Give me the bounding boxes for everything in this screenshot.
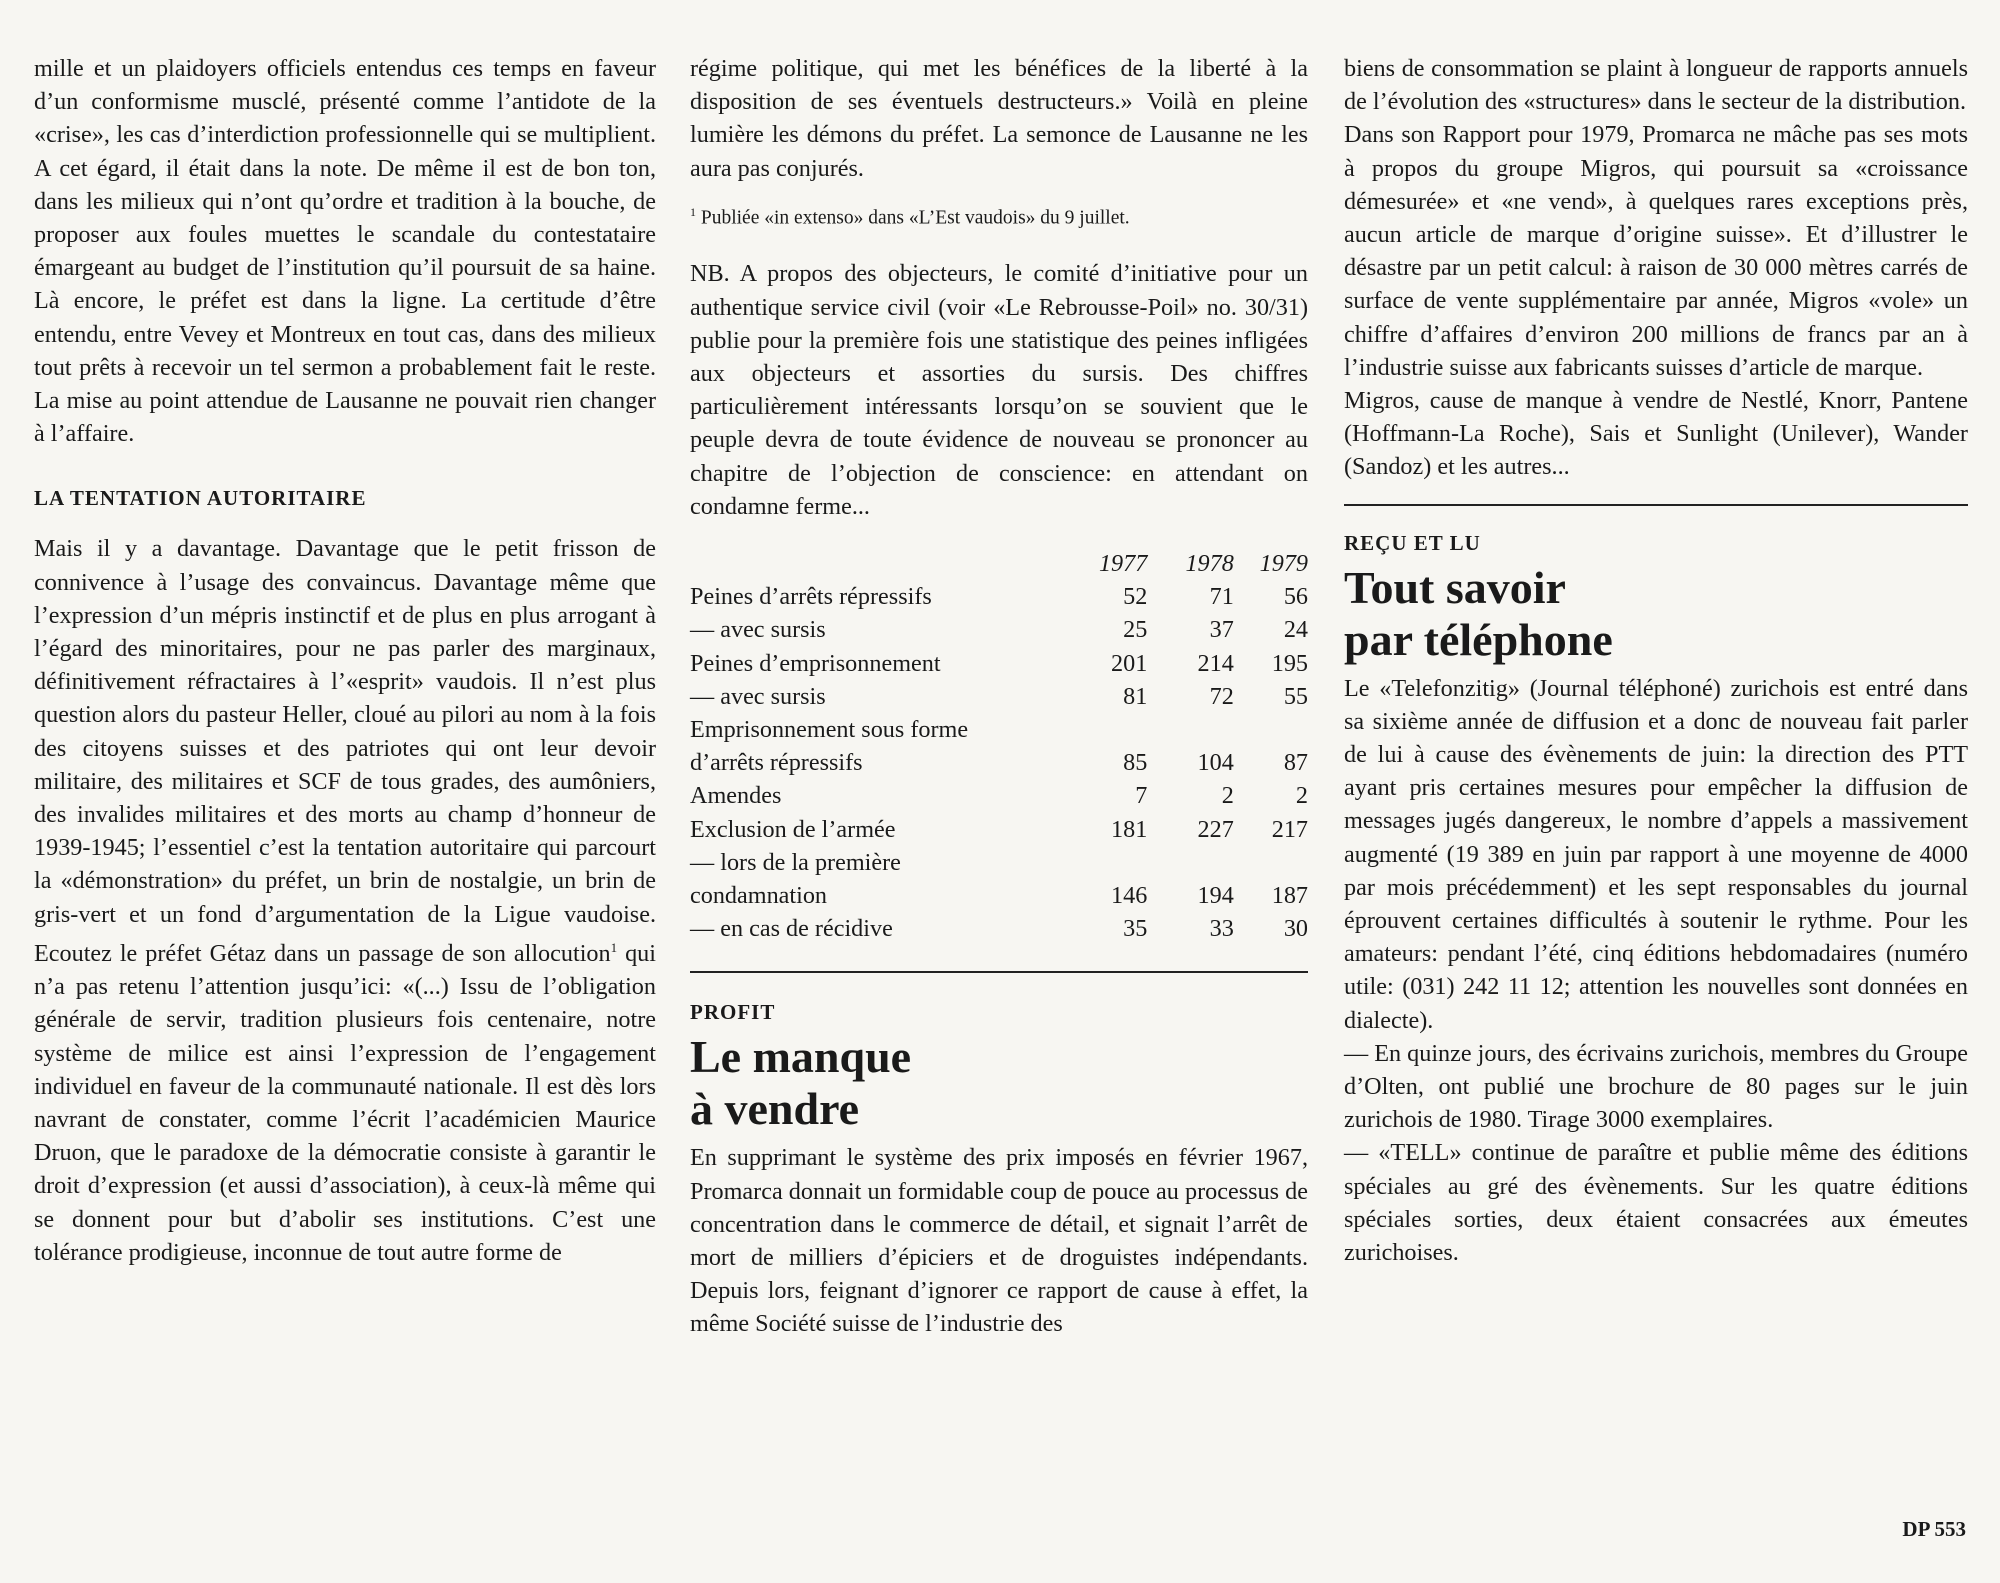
table-row	[690, 846, 1308, 879]
cell: 181	[1111, 815, 1148, 843]
cell: 52	[1123, 583, 1148, 611]
cell	[1234, 846, 1308, 879]
cell	[1147, 713, 1234, 746]
cell: 227	[1197, 815, 1234, 843]
cell: 30	[1283, 915, 1308, 943]
cell: 187	[1271, 881, 1308, 909]
table-row	[690, 912, 1308, 945]
divider	[1344, 504, 1968, 506]
row-label: d’arrêts répressifs	[690, 749, 863, 777]
nb-paragraph: NB. A propos des objecteurs, le comité d’initiative pour un authentique service civil (voir «Le Rebrousse-Poil» no. 30/31) publie pour la première fois une statistique des peines infligées aux objecteurs et assorties du sursis. Des chiffres particulièrement intéressants lorsqu’on se souvient que le peuple devra de toute évidence de nouveau se prononcer au chapitre de l’objection de conscience: en attendant on condamne ferme...	[690, 260, 1308, 520]
cell: 71	[1209, 583, 1234, 611]
row-label: — avec sursis	[690, 616, 826, 644]
section-subhead: LA TENTATION AUTORITAIRE	[34, 486, 367, 511]
paragraph: mille et un plaidoyers officiels entendus ces temps en faveur d’un conformisme musclé, présenté comme l’antidote de la «crise», les cas d’interdiction professionnelle qui se multiplient. A cet égard, il était dans la note. De même il est de bon ton, dans les milieux qui n’ont qu’ordre et tradition à la bouche, de proposer aux foules muettes le scandale du contestataire émargeant au budget de l’institution qu’il poursuit de sa haine. Là encore, le préfet est dans la ligne. La certitude d’être entendu, entre Vevey et Montreux en tout cas, dans des milieux tout prêts à recevoir un tel sermon a probablement fait le reste. La mise au point attendue de Lausanne ne pouvait rien changer à l’affaire.	[34, 55, 656, 448]
cell: 217	[1271, 815, 1308, 843]
cell	[1147, 846, 1234, 879]
paragraph: Migros, cause de manque à vendre de Nestlé, Knorr, Pantene (Hoffmann-La Roche), Sais et Sunlight (Unilever), Wander (Sandoz) et les autres...	[1344, 387, 1968, 481]
paragraph: — «TELL» continue de paraître et publie même des éditions spéciales au gré des évènements. Sur les quatre éditions spéciales sorties, deux étaient consacrées aux émeutes zurichoises.	[1344, 1139, 1968, 1267]
cell: 146	[1111, 881, 1148, 909]
paragraph: Le «Telefonzitig» (Journal téléphoné) zurichois est entré dans sa sixième année de diffusion et a donc de nouveau fait parler de lui à cause des évènements de juin: la direction des PTT ayant pris certaines mesures pour empêcher la diffusion de messages jugés dangereux, le nombre d’appels a massivement augmenté (19 389 en juin par rapport à une moyenne de 4000 par mois précédemment) et les sept responsables du journal éprouvent certaines difficultés à soutenir le rythme. Pour les amateurs: pendant l’été, cinq éditions hebdomadaires (numéro utile: (031) 242 11 12; attention les nouvelles sont données en dialecte).	[1344, 674, 1968, 1034]
divider	[690, 971, 1308, 973]
section-kicker: PROFIT	[690, 1000, 776, 1025]
cell: 33	[1209, 915, 1234, 943]
paragraph-text: qui n’a pas retenu l’attention jusqu’ici: «(...) Issu de l’obligation générale de servir, tradition plusieurs fois centenaire, notre système de milice est ainsi l’expression de l’engagement individuel en faveur de la communauté nationale. Il est dès lors navrant de constater, comme l’écrit l’académicien Maurice Druon, que le paradoxe de la démocratie consiste à garantir le droit d’expression (et aussi d’association), à ceux-là même qui se donnent pour but d’abolir ses institutions. C’est une tolérance prodigieuse, inconnue de tout autre forme de	[34, 939, 656, 1266]
row-label: — lors de la première	[690, 848, 901, 876]
row-label: — en cas de récidive	[690, 915, 893, 943]
paragraph: — En quinze jours, des écrivains zurichois, membres du Groupe d’Olten, ont publié une brochure de 80 pages sur le juin zurichois de 1980. Tirage 3000 exemplaires.	[1344, 1039, 1969, 1134]
table-row	[690, 779, 1308, 812]
cell: 214	[1197, 649, 1234, 677]
paragraph-text: Mais il y a davantage. Davantage que le petit frisson de connivence à l’usage des convaincus. Davantage même que l’expression d’un mépris instinctif et de plus en plus arrogant à l’égard des minoritaires, pour ne pas parler des marginaux, définitivement réfractaires à l’«esprit» vaudois. Il n’est plus question alors du pasteur Heller, cloué au pilori au nom à la fois des citoyens suisses et des patriotes qui ont leur devoir militaire, des militaires et SCF de tous grades, des aumôniers, des invalides militaires et des morts au champ d’honneur de 1939-1945; l’essentiel c’est la tentation autoritaire qui parcourt la «démonstration» du préfet, un brin de nostalgie, un brin de gris-vert et un fond d’argumentation de la Ligue vaudoise. Ecoutez le préfet Gétaz dans un passage de son allocution	[34, 535, 656, 967]
table-row	[690, 680, 1308, 713]
table-row	[690, 879, 1308, 912]
cell: 7	[1135, 782, 1148, 810]
headline-line: à vendre	[690, 1083, 860, 1135]
cell: 2	[1221, 782, 1234, 810]
row-label: — avec sursis	[690, 682, 826, 710]
paragraph: régime politique, qui met les bénéfices de la liberté à la disposition de ses éventuels destructeurs.» Voilà en pleine lumière les démons du préfet. La semonce de Lausanne ne les aura pas conjurés.	[690, 55, 1308, 182]
footnote-text: Publiée «in extenso» dans «L’Est vaudois» du 9 juillet.	[700, 207, 1130, 229]
headline-line: par téléphone	[1344, 613, 1613, 665]
year-header: 1979	[1259, 549, 1308, 577]
row-label: Exclusion de l’armée	[690, 815, 896, 843]
footnote	[690, 199, 1308, 232]
paragraph	[34, 532, 656, 1269]
paragraph: Dans son Rapport pour 1979, Promarca ne mâche pas ses mots à propos du groupe Migros, qui poursuit sa «croissance démesurée» et «ne vend», à quelques rares exceptions près, aucun article de marque d’origine suisse». Et d’illustrer le désastre par un petit calcul: à raison de 30 000 mètres carrés de surface de vente supplémentaire par année, Migros «vole» un chiffre d’affaires d’environ 200 millions de francs par an à l’industrie suisse aux fabricants suisses d’article de marque.	[1344, 121, 1968, 381]
footnote-ref: 1	[610, 939, 618, 955]
article-headline	[690, 1031, 1308, 1135]
column-2	[690, 52, 1308, 1341]
cell	[1048, 846, 1147, 879]
year-header: 1977	[1098, 549, 1148, 577]
footnote-mark: 1	[690, 204, 696, 219]
row-label: Peines d’arrêts répressifs	[690, 583, 932, 611]
cell: 81	[1123, 682, 1148, 710]
table-row	[690, 713, 1308, 746]
cell: 56	[1283, 583, 1308, 611]
cell: 87	[1283, 749, 1308, 777]
row-label: Amendes	[690, 782, 782, 810]
cell: 85	[1123, 749, 1148, 777]
page-number: DP 553	[1902, 1517, 1966, 1541]
table-row	[690, 746, 1308, 779]
cell: 35	[1123, 915, 1148, 943]
table-row	[690, 580, 1308, 613]
cell	[1048, 713, 1147, 746]
cell: 194	[1197, 881, 1234, 909]
sentences-table	[690, 547, 1308, 945]
cell: 195	[1271, 649, 1308, 677]
cell: 55	[1283, 682, 1308, 710]
column-1	[34, 52, 656, 1269]
cell: 2	[1295, 782, 1308, 810]
table-row	[690, 813, 1308, 846]
year-header: 1978	[1185, 549, 1234, 577]
headline-line: Tout savoir	[1344, 561, 1566, 613]
table-row	[690, 647, 1308, 680]
cell: 104	[1197, 749, 1234, 777]
paragraph: En supprimant le système des prix imposés en février 1967, Promarca donnait un formidable coup de pouce au processus de concentration dans le commerce de détail, et signait l’arrêt de mort de milliers d’épiciers et de droguistes indépendants. Depuis lors, feignant d’ignorer ce rapport de cause à effet, la même Société suisse de l’industrie des	[690, 1144, 1308, 1338]
cell	[1234, 713, 1308, 746]
cell: 201	[1111, 649, 1148, 677]
cell: 37	[1209, 616, 1234, 644]
column-3	[1344, 52, 1968, 1269]
row-label: Emprisonnement sous forme	[690, 715, 969, 743]
table-row	[690, 613, 1308, 646]
cell: 25	[1123, 616, 1148, 644]
table-header-row	[690, 547, 1308, 580]
headline-line: Le manque	[690, 1031, 912, 1083]
cell: 72	[1209, 682, 1234, 710]
row-label: Peines d’emprisonnement	[690, 649, 941, 677]
row-label: condamnation	[690, 881, 828, 909]
cell: 24	[1283, 616, 1308, 644]
paragraph: biens de consommation se plaint à longueur de rapports annuels de l’évolution des «structures» dans le secteur de la distribution.	[1344, 55, 1968, 116]
section-kicker: REÇU ET LU	[1344, 530, 1481, 555]
article-headline	[1344, 562, 1968, 666]
